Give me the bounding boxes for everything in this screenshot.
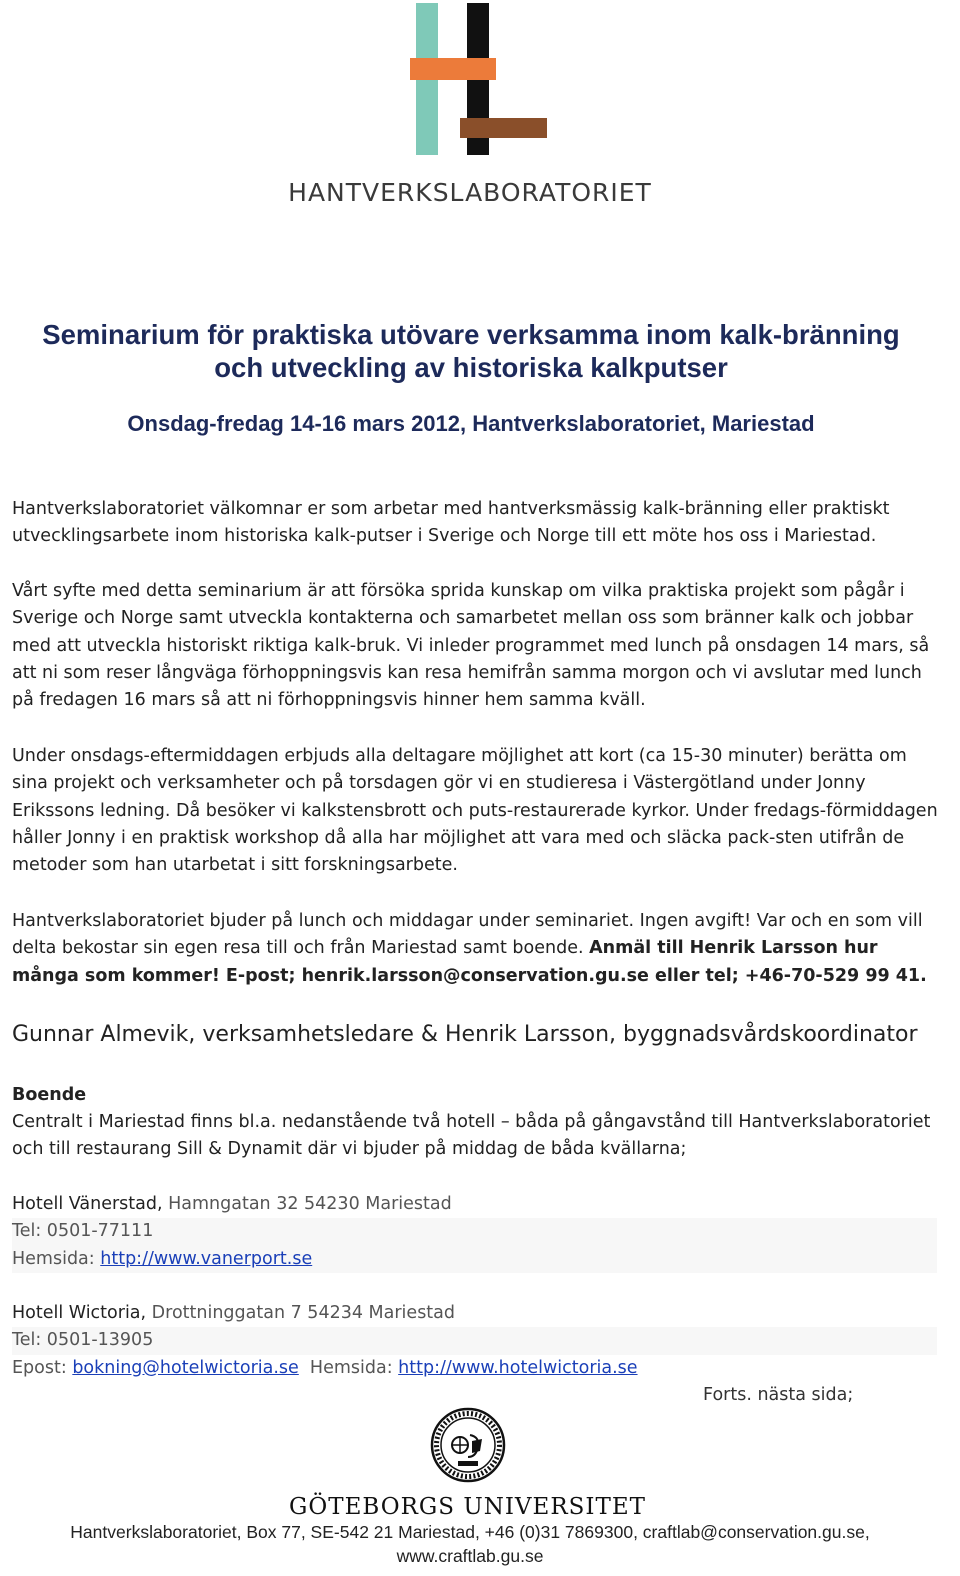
registration-paragraph	[12, 908, 942, 990]
hantverkslaboratoriet-logo	[0, 0, 960, 215]
program-paragraph: Under onsdags-eftermiddagen erbjuds alla deltagare möjlighet att kort (ca 15-30 minuter) berätta om sina projekt och verksamheter och på torsdagen gör vi en studieresa i Västergötland under Jonny Erikssons ledning. Då besöker vi kalkstensbrott och puts-restaurerade kyrkor. Under fredags-förmiddagen håller Jonny i en praktisk workshop då alla har möjlighet att vara med och släcka pack-sten utifrån de metoder som han utarbetat i sitt forskningsarbete.	[12, 746, 938, 876]
logo-brown-bar	[460, 118, 547, 138]
registration-contact: Anmäl till Henrik Larsson hur många som kommer! E-post; henrik.larsson@conservation.gu.se eller tel; +46-70-529 99 41.	[12, 938, 927, 986]
hotel-tel: Tel: 0501-13905	[12, 1327, 937, 1354]
boende-text: Centralt i Mariestad finns bl.a. nedanstående två hotell – båda på gångavstånd till Hantverkslaboratoriet och till restaurang Sill & Dynamit där vi bjuder på middag de båda kvällarna;	[12, 1112, 931, 1160]
continued-note: Forts. nästa sida;	[703, 1385, 854, 1405]
footer-website: www.craftlab.gu.se	[396, 1546, 544, 1566]
hotel-vanerstad	[12, 1191, 937, 1273]
page-subtitle: Onsdag-fredag 14-16 mars 2012, Hantverkslaboratoriet, Mariestad	[127, 411, 815, 436]
university-seal-icon	[430, 1407, 506, 1483]
hotel-web-row	[12, 1246, 937, 1273]
university-name: GÖTEBORGS UNIVERSITET	[289, 1494, 646, 1520]
boende-heading: Boende	[12, 1085, 87, 1105]
hotel-address: Drottninggatan 7 54234 Mariestad	[146, 1303, 455, 1323]
hotel-tel: Tel: 0501-77111	[12, 1218, 937, 1245]
hotel-name: Hotell Wictoria,	[12, 1303, 147, 1323]
hotel-name: Hotell Vänerstad,	[12, 1194, 163, 1214]
title-line-2: och utveckling av historiska kalkputser	[214, 352, 728, 383]
purpose-paragraph: Vårt syfte med detta seminarium är att försöka sprida kunskap om vilka praktiska projekt som pågår i Sverige och Norge samt utveckla kontakterna och samarbetet mellan oss som bränner kalk och jobbar med att utveckla historiskt riktiga kalk-bruk. Vi inleder programmet med lunch på onsdagen 14 mars, så att ni som reser långväga förhoppningsvis kan resa hemifrån samma morgon och vi avslutar med lunch på fredagen 16 mars så att ni förhoppningsvis hinner hem samma kväll.	[12, 581, 930, 711]
hotel-web-label: Hemsida:	[12, 1248, 101, 1269]
footer	[0, 1520, 940, 1568]
hotel-web-link[interactable]: http://www.vanerport.se	[100, 1248, 313, 1269]
hotel-name-row	[12, 1191, 937, 1218]
signature: Gunnar Almevik, verksamhetsledare & Henrik Larsson, byggnadsvårdskoordinator	[12, 1022, 918, 1047]
intro-paragraph: Hantverkslaboratoriet välkomnar er som arbetar med hantverksmässig kalk-bränning eller praktiskt utvecklingsarbete inom historiska kalk-putser i Sverige och Norge till ett möte hos oss i Mariestad.	[12, 499, 890, 547]
hotel-address: Hamngatan 32 54230 Mariestad	[162, 1194, 452, 1214]
registration-text: Hantverkslaboratoriet bjuder på lunch och middagar under seminariet. Ingen avgift! Var och en som vill delta bekostar sin egen resa till och från Mariestad samt boende.	[12, 911, 923, 959]
hotel-contact-row	[12, 1355, 937, 1382]
hotel-email-link[interactable]: bokning@hotelwictoria.se	[72, 1357, 299, 1378]
hotel-web-link[interactable]: http://www.hotelwictoria.se	[398, 1357, 638, 1378]
logo-orange-bar	[410, 58, 496, 80]
hotel-web-label: Hemsida:	[298, 1357, 399, 1378]
page-title	[0, 318, 942, 384]
title-line-1: Seminarium för praktiska utövare verksamma inom kalk-bränning	[42, 319, 900, 350]
logo-wordmark: HANTVERKSLABORATORIET	[288, 178, 652, 207]
hotel-wictoria	[12, 1300, 937, 1382]
footer-address: Hantverkslaboratoriet, Box 77, SE-542 21 Mariestad, +46 (0)31 7869300, craftlab@conservation.gu.se,	[70, 1522, 870, 1542]
hotel-email-label: Epost:	[12, 1357, 73, 1378]
hotel-name-row	[12, 1300, 937, 1327]
